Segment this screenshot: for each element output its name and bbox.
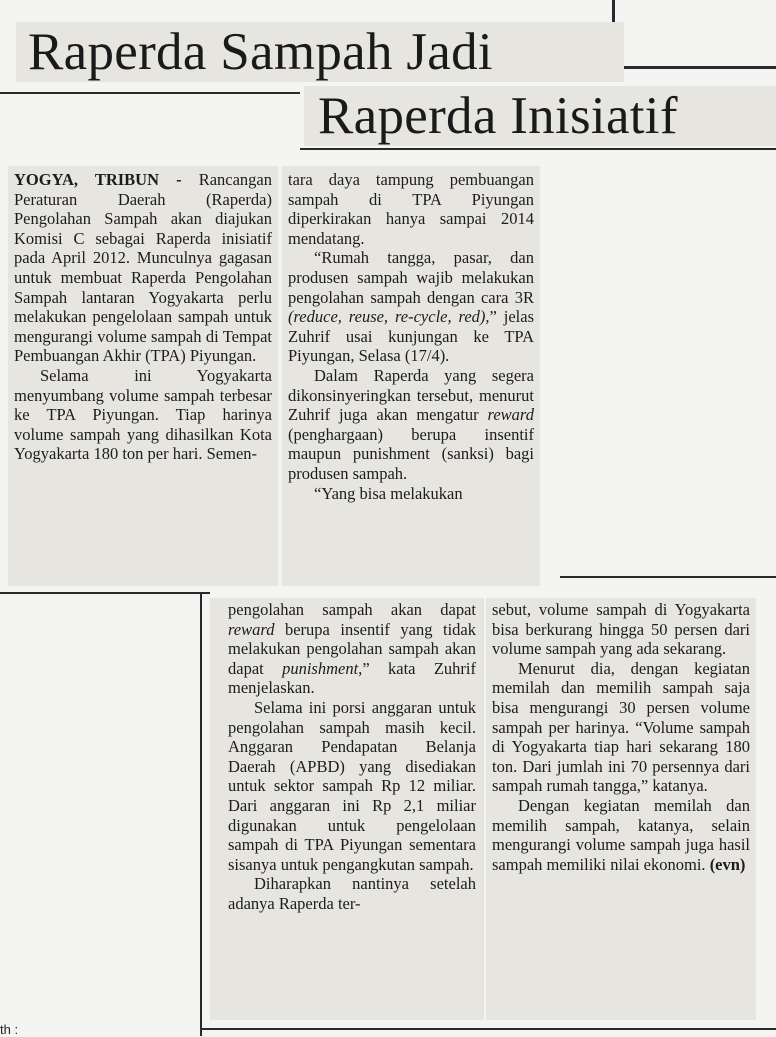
paragraph-3r-a: “Rumah tangga, pasar, dan produsen sampah wajib melakukan pengolahan sampah dengan cara 3R bbox=[288, 248, 534, 307]
scan-border-lower-left bbox=[0, 592, 210, 594]
paragraph-volume: Selama ini Yogyakarta menyumbang volume sampah terbesar ke TPA Piyungan. Tiap harinya volume sampah yang dihasilkan Kota Yogyakarta 180 ton per hari. Semen- bbox=[14, 365, 272, 464]
paragraph-reward-a: Dalam Raperda yang segera dikonsinyeringkan tersebut, menurut Zuhrif juga akan mengatur bbox=[288, 365, 534, 425]
scan-border-bottom bbox=[200, 1028, 776, 1030]
dateline: YOGYA, TRIBUN - bbox=[14, 170, 182, 189]
article-column-4 bbox=[486, 598, 756, 1020]
scan-border-top-right bbox=[612, 66, 776, 69]
stray-text: th : bbox=[0, 1022, 19, 1037]
article-column-1 bbox=[8, 166, 278, 586]
paragraph-quote-b: berupa insentif yang tidak melakukan pengolahan sampah akan dapat bbox=[228, 619, 477, 678]
paragraph-budget: Selama ini porsi anggaran untuk pengolahan sampah masih kecil. Anggaran Pendapatan Belanja Daerah (APBD) yang disediakan untuk sektor sampah Rp 12 miliar. Dari anggaran ini Rp 2,1 miliar digunakan untuk pengelolaan sampah di TPA Piyungan sementara sisanya untuk pengangkutan sampah. bbox=[228, 697, 476, 874]
paragraph-3r-italic: (reduce, reuse, re-cycle, red), bbox=[288, 307, 490, 327]
paragraph-reward-italic: reward bbox=[487, 405, 534, 425]
paragraph-quote-c: ” kata Zuhrif menjelaskan. bbox=[228, 658, 476, 698]
article-column-3 bbox=[210, 598, 484, 1020]
headline-line-2: Raperda Inisiatif bbox=[304, 86, 776, 146]
paragraph-reward-b: (penghargaan) berupa insentif maupun punishment (sanksi) bagi produsen sampah. bbox=[288, 424, 534, 483]
paragraph-quote-italic-1: reward bbox=[228, 619, 275, 639]
paragraph-hope: Diharapkan nantinya setelah adanya Raperda ter- bbox=[228, 874, 476, 913]
paragraph-economic: Dengan kegiatan memilah dan memilih sampah, katanya, selain mengurangi volume sampah juga hasil sampah memiliki nilai ekonomi. bbox=[492, 795, 750, 874]
scan-border-under-headline bbox=[300, 148, 776, 150]
paragraph-sorting: Menurut dia, dengan kegiatan memilah dan memilih sampah saja bisa mengurangi 30 persen volume sampah per harinya. “Volume sampah di Yogyakarta tiap hari sekarang 180 ton. Dari jumlah ini 70 persennya dari sampah rumah tangga,” katanya. bbox=[492, 658, 750, 796]
scan-border-mid-left bbox=[0, 92, 300, 94]
author-signature: (evn) bbox=[709, 854, 746, 874]
paragraph-quote-italic-2: punishment, bbox=[282, 658, 363, 678]
paragraph-quote-a: pengolahan sampah akan dapat bbox=[228, 600, 476, 619]
scan-border-lower-right bbox=[560, 576, 776, 578]
paragraph-3r-b: ” jelas Zuhrif usai kunjungan ke TPA Piyungan, Selasa (17/4). bbox=[288, 307, 534, 366]
paragraph-intro: Rancangan Peraturan Daerah (Raperda) Pengolahan Sampah akan diajukan Komisi C sebagai Raperda inisiatif pada April 2012. Munculnya gagasan untuk membuat Raperda Pengolahan Sampah lantaran Yogyakarta perlu melakukan pengelolaan sampah untuk mengurangi volume sampah di Tempat Pembuangan Akhir (TPA) Piyungan. bbox=[14, 170, 272, 366]
paragraph-capacity: tara daya tampung pembuangan sampah di TPA Piyungan diperkirakan hanya sampai 2014 mendatang. bbox=[288, 170, 534, 248]
article-column-2 bbox=[282, 166, 540, 586]
scan-border-bottom-vertical bbox=[200, 594, 202, 1036]
paragraph-quote-start: “Yang bisa melakukan bbox=[314, 483, 463, 503]
paragraph-reduction: sebut, volume sampah di Yogyakarta bisa berkurang hingga 50 persen dari volume sampah yang ada sekarang. bbox=[492, 600, 750, 659]
headline-line-1: Raperda Sampah Jadi bbox=[16, 22, 624, 82]
